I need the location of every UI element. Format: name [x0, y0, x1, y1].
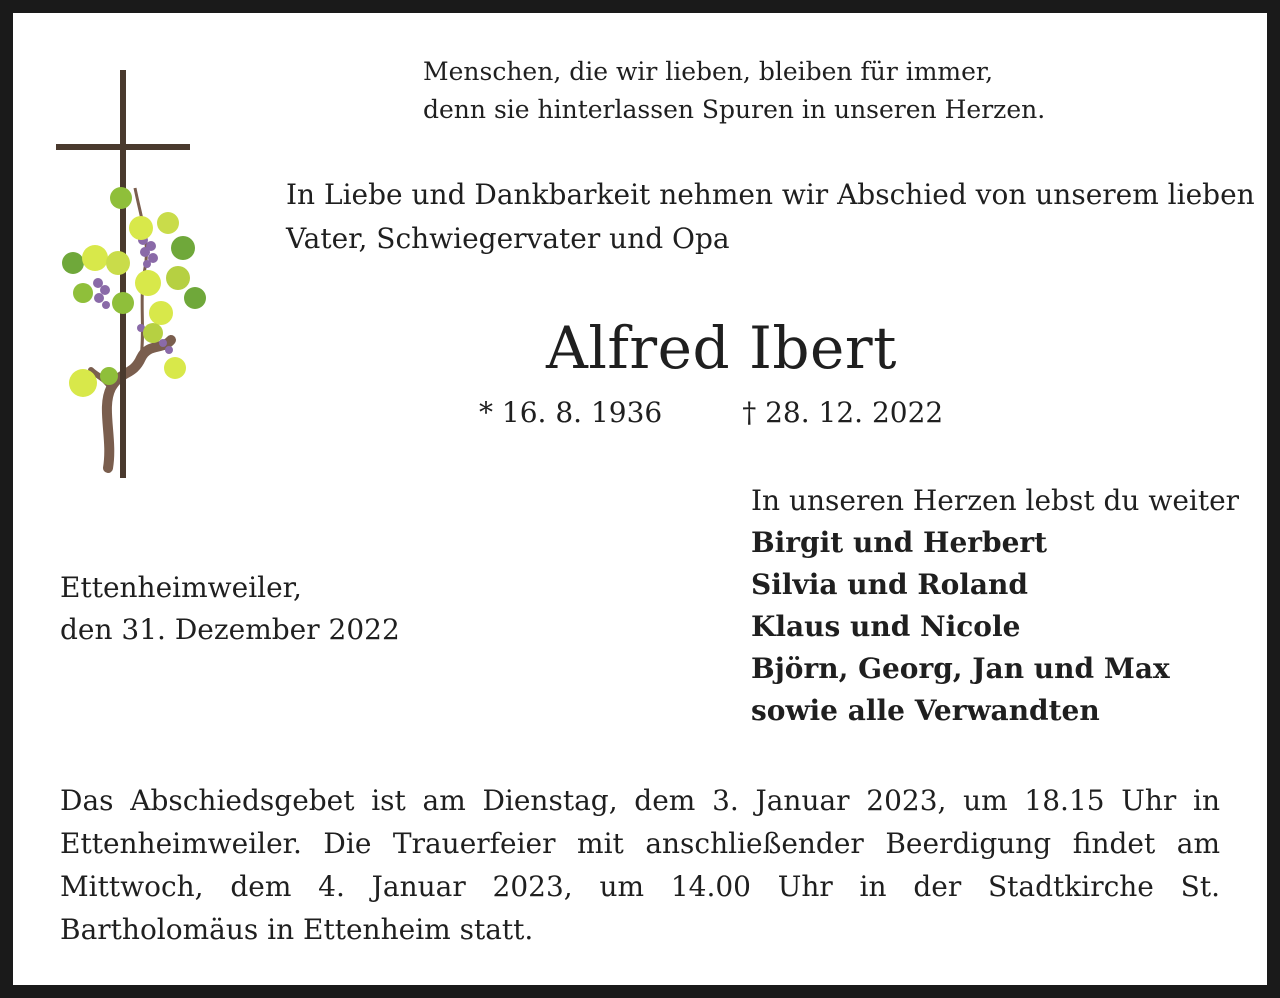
intro-line-1: In Liebe und Dankbarkeit nehmen wir Abschied von unserem lieben — [286, 178, 1255, 211]
deceased-name: Alfred Ibert — [546, 314, 897, 382]
cross-with-grapevine-icon — [53, 58, 213, 478]
service-details: Das Abschiedsgebet ist am Dienstag, dem 3. Januar 2023, um 18.15 Uhr in Ettenheimweiler. Die Trauerfeier mit anschließender Beerdigung findet am Mittwoch, dem 4. Januar 2023, um 14.00 Uhr in der Stadtkirche St. Bartholomäus in Ettenheim statt. — [60, 784, 1220, 946]
quote-line-2: denn sie hinterlassen Spuren in unseren Herzen. — [423, 95, 1046, 124]
mourner-name: sowie alle Verwandten — [751, 694, 1100, 727]
mourner-name: Birgit und Herbert — [751, 526, 1048, 559]
death-date: † 28. 12. 2022 — [742, 396, 944, 429]
intro-line-2: Vater, Schwiegervater und Opa — [286, 222, 730, 255]
place-and-date — [60, 567, 400, 651]
farewell-intro — [286, 173, 1255, 261]
mourners-list — [751, 480, 1239, 732]
quote-line-1: Menschen, die wir lieben, bleiben für immer, — [423, 57, 994, 86]
date: den 31. Dezember 2022 — [60, 613, 400, 646]
birth-date: * 16. 8. 1936 — [479, 396, 663, 429]
memorial-quote — [423, 53, 1045, 129]
mourner-name: Björn, Georg, Jan und Max — [751, 652, 1170, 685]
place: Ettenheimweiler, — [60, 571, 302, 604]
obituary-card — [13, 13, 1267, 985]
mourners-intro: In unseren Herzen lebst du weiter — [751, 484, 1240, 517]
mourner-name: Klaus und Nicole — [751, 610, 1021, 643]
life-dates — [479, 393, 943, 433]
mourner-name: Silvia und Roland — [751, 568, 1028, 601]
